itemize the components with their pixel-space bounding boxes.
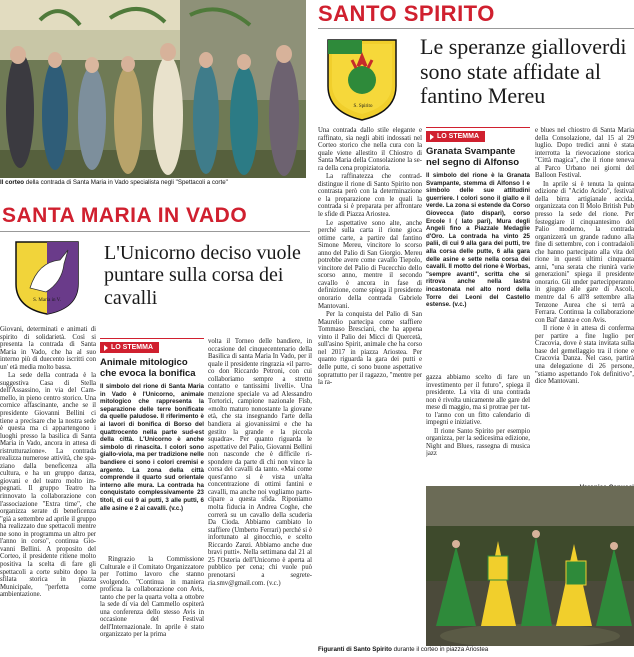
tag-arrow-icon	[430, 134, 434, 140]
caption-bold: Il corteo	[0, 179, 25, 186]
santa-maria-crest-label: S. Maria in V.	[33, 298, 61, 303]
santa-maria-col0	[0, 326, 96, 644]
santa-maria-col1	[100, 556, 204, 646]
santa-maria-col1-p1: Ringrazio la Commissione Culturale e il Comitato Organizzatore per l'ottimo lavoro che stanno svolgendo. "Continua in maniera proficua la collaborazione con Avis, tanto che per la quarta volta a ottobre la sede di via del Cammello ospiterà una conferenza dello stesso Avis in occasione del Festival dell'Internazionale. In aprile è stato organizzato per la prima	[100, 556, 204, 639]
santa-maria-col2	[208, 338, 312, 646]
santo-spirito-col3-p1: gazza abbiamo scelto di fare un investimento per il futuro", spiega il presidente. La vita di una contrada non è rivolta unicamente alle gare del mese di maggio, ma si protrae per tutto l'anno con un fitto calendario di impegni e iniziative.	[426, 374, 530, 427]
santa-maria-stemma-tag	[100, 342, 159, 353]
santa-maria-col2-p1: volta il Torneo delle bandiere, in occasione del cinquecentenario della Basilica di santa Maria In Vado, per il quale il presidente ringrazia «il parroco don Riccardo Petroni, con cui collaboriamo sempre a stretto contatto e tantissimi livelli». Una menzione speciale va ad Alessandro Tortorici, campione nazionale Fisb, «molto maturo nonostante la giovane età, che sta insegnando l'arte della bandiera ai giovanissimi e che ha gestito la grande e la piccola squadra». Per quanto riguarda le aspettative del Palio, Giovanni Bellini non nasconde che è difficile rispondere da parte di chi non vince la corsa dei cavalli da tanto. «Mai come quest'anno si è vista un'alta concentrazione di ottimi fantini e cavalli, ma anche noi vogliamo partecipare a questa sfida. Riponiamo molta fiducia in Andrea Coghe, che correrà su un cavallo della scuderia Da Cioda. Abbiamo cambiato lo staffiere (Umberto Ferrari) perché si è infortunato al ginocchio, e scelto Riccardo Zanzi. Abbiamo anche due bravi putti». Nella settimana dal 21 al 25 l'Osteria dell'Unicorno è aperta al pubblico per cena; chi vuole può prenotarsi a segreteria.smv@gmail.com. (v.c.)	[208, 338, 312, 587]
santo-spirito-title-rule	[318, 28, 634, 29]
santa-maria-title-rule	[0, 231, 310, 232]
santo-spirito-crest-label: S. Spirito	[353, 104, 373, 109]
santo-spirito-col1-p2: La raffinatezza che contraddistingue il rione di Santo Spirito non contrasta però con la determinazione e la preparazione con le quali la contrada si è preparata per affrontare le sfide di Piazza Ariostea.	[318, 173, 422, 219]
santa-maria-section-title: SANTA MARIA IN VADO	[2, 204, 248, 227]
santa-maria-headline: L'Unicorno deciso vuole puntare sulla corsa dei cavalli	[104, 242, 301, 309]
santo-spirito-col3	[426, 374, 530, 484]
corteo-photo-image	[0, 0, 306, 189]
santa-maria-corteo-photo	[0, 0, 306, 189]
santo-spirito-photo-caption	[318, 646, 634, 654]
santo-spirito-crest	[318, 34, 406, 122]
santo-spirito-box-text: Il simbolo del rione è la Granata Svampante, stemma di Alfonso I e simbolo delle sue attitudini guerriere. I colori sono il giallo e il verde. La zona si estende da Corso Giovecca (lato dispari), corso Ercole I ( lato pari), Mura degli Angeli fino a Piazzale Medaglie d'Oro. La contrada ha vinto 25 palii, di cui 9 alla gara dei putti, tre alla corsa delle putte, 6 alla gara delle asine e sette nella corsa dei cavalli. Il motto del rione è Worbas, "sempre avanti", scritta che si ritrova anche nella lastra incastonata nel alto nord della Torre dei Leoni del Castello estense. (v.c.)	[426, 172, 530, 309]
santo-spirito-col1-p3: Le aspettative sono alte, anche perché sulla carta il rione gioca ottime carte, a partire dal fantino Simone Mereu, vincitore lo scorso anno del Palio di San Giorgio. Mereu potrebbe avere come cavallo Tiepolo, vincitore del Palio di Fucecchio dello scorso anno, mentre il secondo cavallo è ancora in fase di definizione, come spiega il presidente onorario della contrada Gabriele Mantovani.	[318, 219, 422, 310]
santa-maria-box-title: Animale mitologico che evoca la bonifica	[100, 357, 196, 379]
santo-spirito-col4	[535, 127, 634, 482]
santa-maria-box-top-rule	[100, 338, 204, 339]
santo-spirito-stemma-tag	[426, 131, 485, 142]
ss-caption-rest: durante il corteo in piazza Ariostea	[391, 646, 489, 653]
santa-maria-crest	[8, 238, 86, 316]
santa-maria-box-text: Il simbolo del rione di Santa Maria in Vado è l'Unicorno, animale mitologico che rappresenta la separazione delle terre bonificate da quelle paludose. Il riferimento è ai lavori di bonifica di Borso del quattrocento nella parte sud-est della città. L'Unicorno è anche simbolo di rinascita. I colori sono giallo-viola, ma per tradizione nelle bandiere ci sono i colori cremisi e argento. La zona della città comprende il quarto sud orientale interno alle mura. La contrada ha conquistato complessivamente 23 titoli, di cui 9 ai putti, 3 alle putti, 6 alle asine e 2 ai cavalli. (v.c.)	[100, 383, 204, 512]
santa-maria-col0-p1: Giovani, determinati e animati di spirito di solidarietà. Così si presenta la contrada di Santa Maria in Vado, che ha al suo interno più di duecento iscritti con un' età media molto bassa.	[0, 326, 96, 371]
caption-rest: della contrada di Santa Maria in Vado specialista negli "Spettacoli a corte"	[24, 179, 228, 186]
santo-spirito-box-title: Granata Svampante nel segno di Alfonso	[426, 146, 520, 168]
santo-spirito-stemma-tag-label: LO STEMMA	[437, 133, 479, 140]
santo-spirito-col4-p2: In aprile si è tenuta la quinta edizione di "Acido Acido", festival della birra artigianale accida, organizzata con Il Molo British Pub presso la sede del rione. Per festeggiare il cinquantesimo del Palio moderno, la contrada organizzerà un grande raduno alla fine di settembre, con i contradaioli che hanno partecipato alla vita del rione in questi ultimi cinquanta anni, "una serata che riunirà varie generazioni" spiega il presidente onorario. Gli under partecipperanno in giugno alle gare di Ascoli, mentre dal 6 all'8 settembre alla Tenzone Aurea che si terrà a Ferrara. Continua la collaborazione con Bal' danza e con Avis.	[535, 180, 634, 324]
santa-maria-stemma-tag-label: LO STEMMA	[111, 344, 153, 351]
santa-maria-col0-p2: La sede della contrada è la suggestiva Casa di Stella dell'Assassino, in via del Cammello, in pieno centro storico. Una cornice affascinante, anche se il presidente Giovanni Bellini ci tiene a precisare che la nostra sede è questa ma ci appartengono i luoghi presso la basilica di Santa Maria in Vado, ancora in attesa di ristrutturazione». La contrada realizza numerose attività, che spaziano dalla beneficenza alla cultura, e ha un gruppo danza, giovani e del teatro molto impegnati. Il gruppo Teatro ha rinnovato la collaborazione con l'associazione "Extra time", che organizza serate di beneficenza "già a settembre ad aprile il gruppo ha realizzato due spettacoli mentre ne sono in programma un altro per l'anno in corso", continua Giovanni Bellini. A proposito del Corteo, il presidente ritiene molto positiva la scelta di fare gli spettacoli a corte subito dopo la sfilata storica in piazza Municipale, "perfetta come ambientazione.	[0, 372, 96, 599]
santo-spirito-col4-p3: Il rione è in attesa di conferma per partire a fine luglio per Cracovia, dove è stata invitata sulla base del gemellaggio tra il rione e Cracovia Danza. Nel caso, partirà una delegazione di 26 persone, "stiamo aspettando l'ok definitivo", dice Mantovani.	[535, 325, 634, 386]
santo-spirito-box-top-rule	[426, 127, 530, 128]
santo-spirito-col1-p1: Una contrada dallo stile elegante e raffinato, sia negli abiti indossati nel Corteo storico che nella cura con la quale viene allestito il Chiostro di Santa Maria della Consolazione la sera della cena propiziatoria.	[318, 127, 422, 172]
santo-spirito-parade-photo	[426, 486, 634, 646]
santo-spirito-section-title: SANTO SPIRITO	[318, 1, 495, 26]
ss-caption-bold: Figuranti di Santo Spirito	[318, 646, 392, 653]
corteo-photo-caption	[0, 179, 306, 187]
santo-spirito-headline: Le speranze gialloverdi sono state affidate al fantino Mereu	[420, 34, 627, 109]
santo-spirito-col4-p1: e blues nel chiostro di Santa Maria della Consolazione, dal 15 al 29 luglio. Dopo tredici anni è stata interrotta la rievocazione storica "Città magica", che il rione teneva al Parco Urbano nei giorni del Balloon Festival.	[535, 127, 634, 180]
santo-spirito-col3-p2: Il rione Santo Spirito per esempio organizza, per la sedicesima edizione, Night and Blues, rassegna di musica jazz	[426, 427, 530, 458]
tag-arrow-icon	[104, 345, 108, 351]
santo-spirito-col1	[318, 127, 422, 647]
santo-spirito-col1-p4: Per la conquista del Palio di San Maurelio partecipa come staffiere Tommaso Bresciani, che ha appena vinto il Palio dei Micci di Quercetà, sull'asino Spirit, animale che ha corso nel 2017 in piazza Ariostea. Per quanto riguarda la gara dei putti e delle putte, ci sono buone aspettative soprattutto per il ragazzo, "mentre per la ra-	[318, 311, 422, 387]
